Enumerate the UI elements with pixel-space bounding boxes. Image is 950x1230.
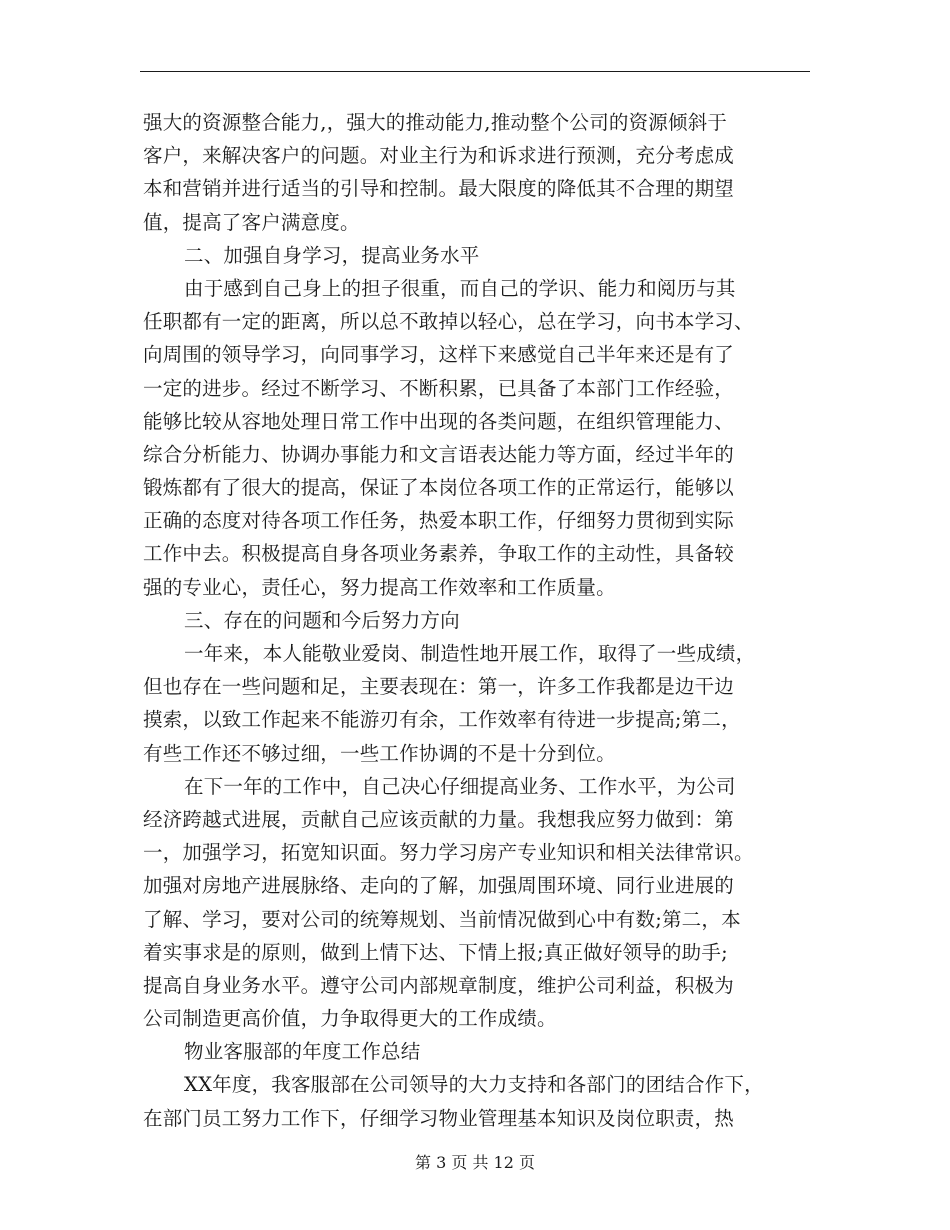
text-line: 任职都有一定的距离，所以总不敢掉以轻心，总在学习，向书本学习、 bbox=[143, 310, 754, 334]
text-line: 值，提高了客户满意度。 bbox=[143, 210, 360, 234]
text-line: 有些工作还不够过细，一些工作协调的不是十分到位。 bbox=[143, 741, 616, 765]
text-line: 能够比较从容地处理日常工作中出现的各类问题，在组织管理能力、 bbox=[143, 409, 735, 433]
text-line: 强的专业心，责任心，努力提高工作效率和工作质量。 bbox=[143, 575, 616, 599]
text-line: 客户，来解决客户的问题。对业主行为和诉求进行预测，充分考虑成 bbox=[143, 144, 735, 168]
paragraph bbox=[143, 1068, 813, 1134]
text-line: 工作中去。积极提高自身各项业务素养，争取工作的主动性，具备较 bbox=[143, 542, 735, 566]
text-line: 摸索，以致工作起来不能游刃有余，工作效率有待进一步提高;第二， bbox=[143, 708, 741, 732]
text-line: 向周围的领导学习，向同事学习，这样下来感觉自己半年来还是有了 bbox=[143, 343, 735, 367]
text-line: 一，加强学习，拓宽知识面。努力学习房产专业知识和相关法律常识。 bbox=[143, 841, 754, 865]
text-line: 强大的资源整合能力,，强大的推动能力,推动整个公司的资源倾斜于 bbox=[143, 111, 728, 134]
text-line: 二、加强自身学习，提高业务水平 bbox=[184, 243, 480, 267]
text-line: 一年来，本人能敬业爱岗、制造性地开展工作，取得了一些成绩， bbox=[184, 642, 756, 665]
text-line: 着实事求是的原则，做到上情下达、下情上报;真正做好领导的助手; bbox=[143, 940, 728, 964]
header-rule bbox=[140, 71, 810, 72]
text-line: 三、存在的问题和今后努力方向 bbox=[184, 608, 460, 632]
text-line: 加强对房地产进展脉络、走向的了解，加强周围环境、同行业进展的 bbox=[143, 874, 735, 898]
paragraph bbox=[143, 272, 813, 604]
text-line: 综合分析能力、协调办事能力和文言语表达能力等方面，经过半年的 bbox=[143, 442, 735, 466]
paragraph bbox=[143, 770, 813, 1036]
text-line: 正确的态度对待各项工作任务，热爱本职工作，仔细努力贯彻到实际 bbox=[143, 509, 735, 533]
text-line: 提高自身业务水平。遵守公司内部规章制度，维护公司利益，积极为 bbox=[143, 973, 735, 997]
paragraph bbox=[143, 637, 813, 770]
text-line: 公司制造更高价值，力争取得更大的工作成绩。 bbox=[143, 1007, 557, 1031]
paragraph bbox=[143, 1035, 813, 1068]
text-line: 在部门员工努力工作下，仔细学习物业管理基本知识及岗位职责，热 bbox=[143, 1106, 735, 1130]
document-body bbox=[143, 106, 813, 1135]
page-footer: 第 3 页 共 12 页 bbox=[415, 1153, 535, 1172]
text-line: 经济跨越式进展，贡献自己应该贡献的力量。我想我应努力做到：第 bbox=[143, 807, 735, 831]
text-line: 由于感到自己身上的担子很重，而自己的学识、能力和阅历与其 bbox=[184, 276, 736, 300]
text-line: 锻炼都有了很大的提高，保证了本岗位各项工作的正常运行，能够以 bbox=[143, 476, 735, 500]
paragraph bbox=[143, 239, 813, 272]
text-line: XX年度，我客服部在公司领导的大力支持和各部门的团结合作下， bbox=[184, 1073, 764, 1097]
text-line: 本和营销并进行适当的引导和控制。最大限度的降低其不合理的期望 bbox=[143, 177, 735, 201]
text-line: 但也存在一些问题和足，主要表现在：第一，许多工作我都是边干边 bbox=[143, 675, 735, 699]
text-line: 一定的进步。经过不断学习、不断积累，已具备了本部门工作经验， bbox=[143, 376, 735, 400]
text-line: 在下一年的工作中，自己决心仔细提高业务、工作水平，为公司 bbox=[184, 774, 736, 798]
paragraph bbox=[143, 604, 813, 637]
paragraph bbox=[143, 106, 813, 239]
text-line: 了解、学习，要对公司的统筹规划、当前情况做到心中有数;第二，本 bbox=[143, 907, 741, 931]
text-line: 物业客服部的年度工作总结 bbox=[184, 1040, 421, 1064]
